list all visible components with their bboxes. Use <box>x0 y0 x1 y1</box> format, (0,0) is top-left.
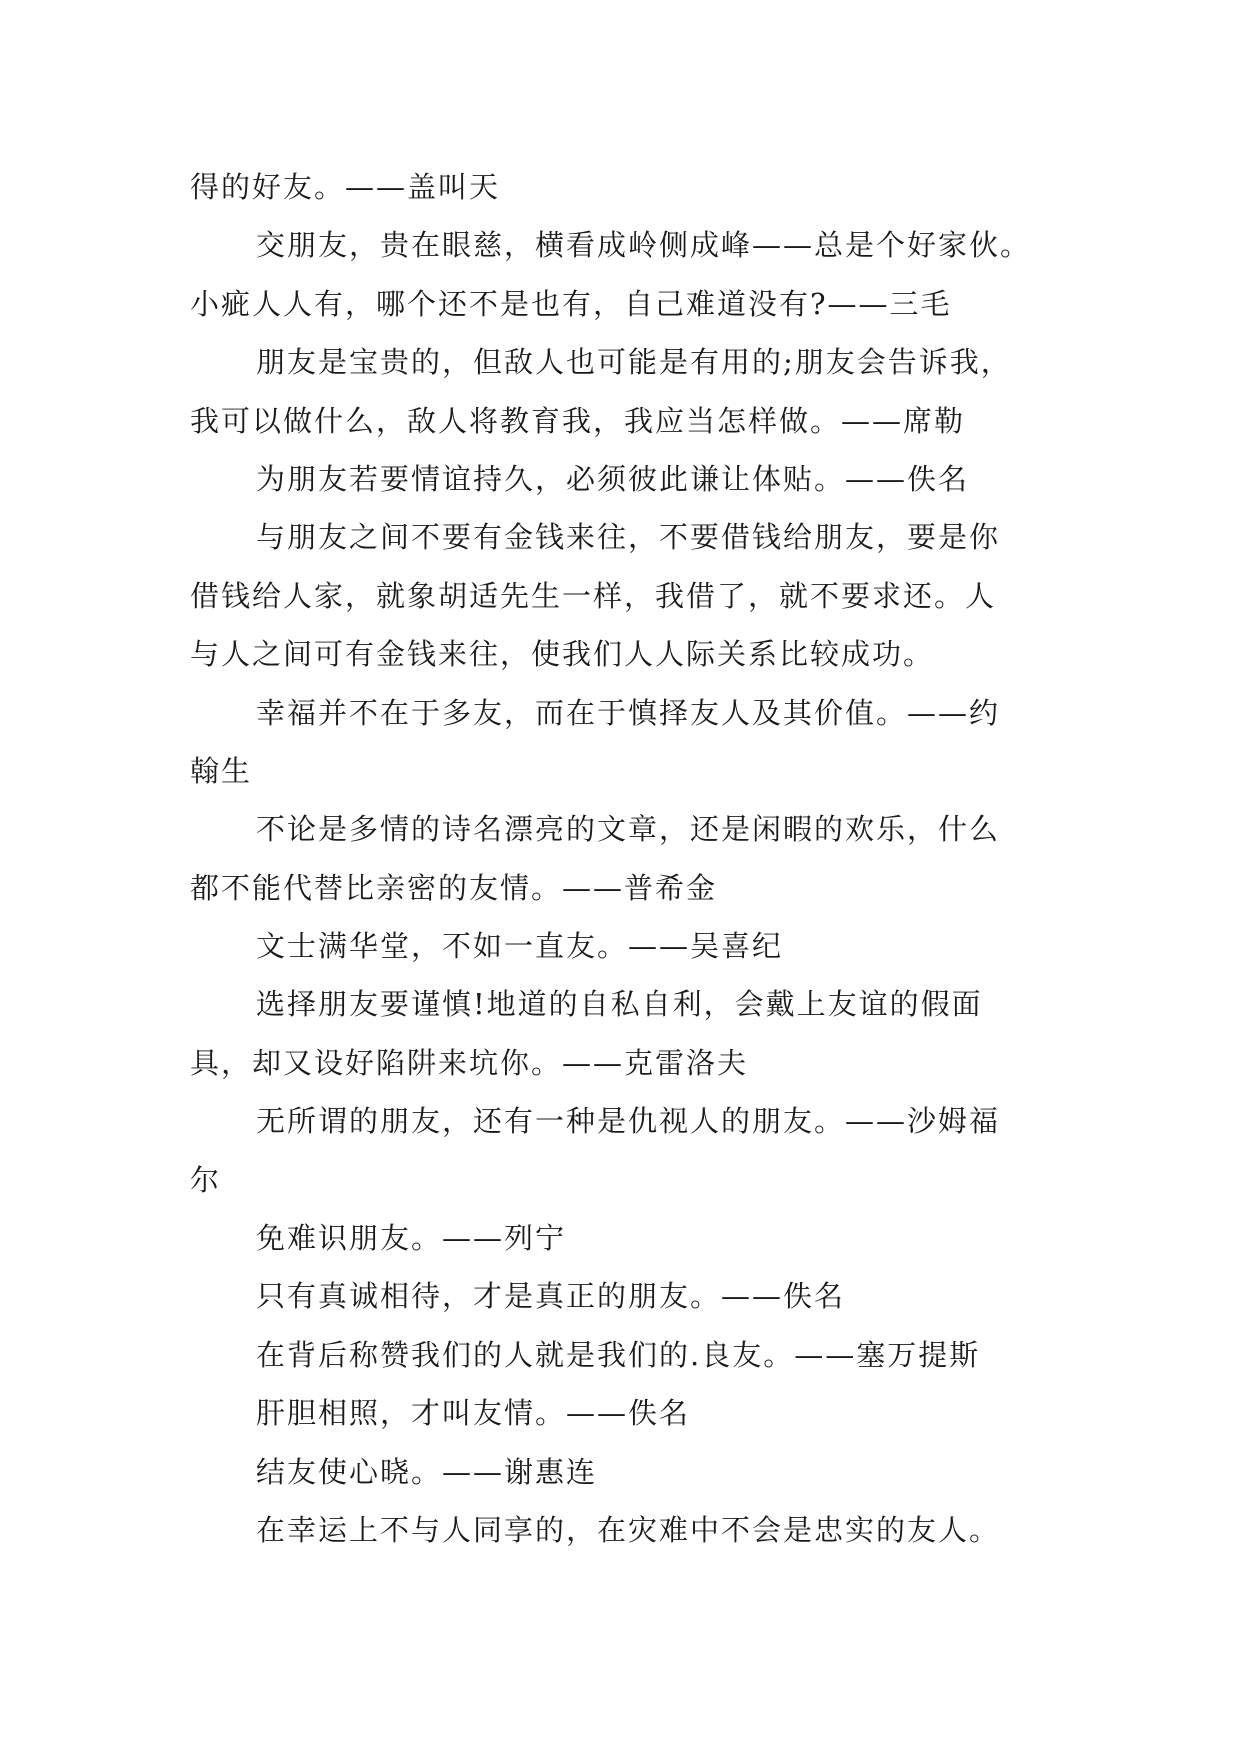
text-line: 肝胆相照，才叫友情。——佚名 <box>256 1396 691 1431</box>
text-line: 选择朋友要谨慎!地道的自私自利，会戴上友谊的假面 <box>256 987 983 1022</box>
text-line: 在幸运上不与人同享的，在灾难中不会是忠实的友人。 <box>256 1512 1001 1547</box>
text-line: 与朋友之间不要有金钱来往，不要借钱给朋友，要是你 <box>256 520 1001 555</box>
text-line: 与人之间可有金钱来往，使我们人人际关系比较成功。 <box>190 637 935 672</box>
text-line: 文士满华堂，不如一直友。——吴喜纪 <box>256 929 784 964</box>
text-line: 尔 <box>190 1162 222 1197</box>
text-line: 在背后称赞我们的人就是我们的.良友。——塞万提斯 <box>256 1337 981 1372</box>
text-line: 幸福并不在于多友，而在于慎择友人及其价值。——约 <box>256 695 1001 730</box>
text-line: 小疵人人有，哪个还不是也有，自己难道没有?——三毛 <box>190 286 952 321</box>
text-line: 朋友是宝贵的，但敌人也可能是有用的;朋友会告诉我， <box>256 345 1012 380</box>
text-line: 无所谓的朋友，还有一种是仇视人的朋友。——沙姆福 <box>256 1104 1001 1139</box>
text-line: 具，却又设好陷阱来坑你。——克雷洛夫 <box>190 1045 749 1080</box>
text-line: 都不能代替比亲密的友情。——普希金 <box>190 870 718 905</box>
text-line: 翰生 <box>190 753 253 788</box>
text-line: 只有真诚相待，才是真正的朋友。——佚名 <box>256 1279 846 1314</box>
text-line: 免难识朋友。——列宁 <box>256 1221 567 1256</box>
text-line: 结友使心晓。——谢惠连 <box>256 1454 598 1489</box>
text-line: 不论是多情的诗名漂亮的文章，还是闲暇的欢乐，什么 <box>256 812 1001 847</box>
text-line: 交朋友，贵在眼慈，横看成岭侧成峰——总是个好家伙。 <box>256 228 1032 263</box>
text-line: 得的好友。——盖叫天 <box>190 170 501 204</box>
document-body <box>190 158 1090 1559</box>
text-line: 我可以做什么，敌人将教育我，我应当怎样做。——席勒 <box>190 403 966 438</box>
text-line: 为朋友若要情谊持久，必须彼此谦让体贴。——佚名 <box>256 461 970 496</box>
text-line: 借钱给人家，就象胡适先生一样，我借了，就不要求还。人 <box>190 578 997 613</box>
